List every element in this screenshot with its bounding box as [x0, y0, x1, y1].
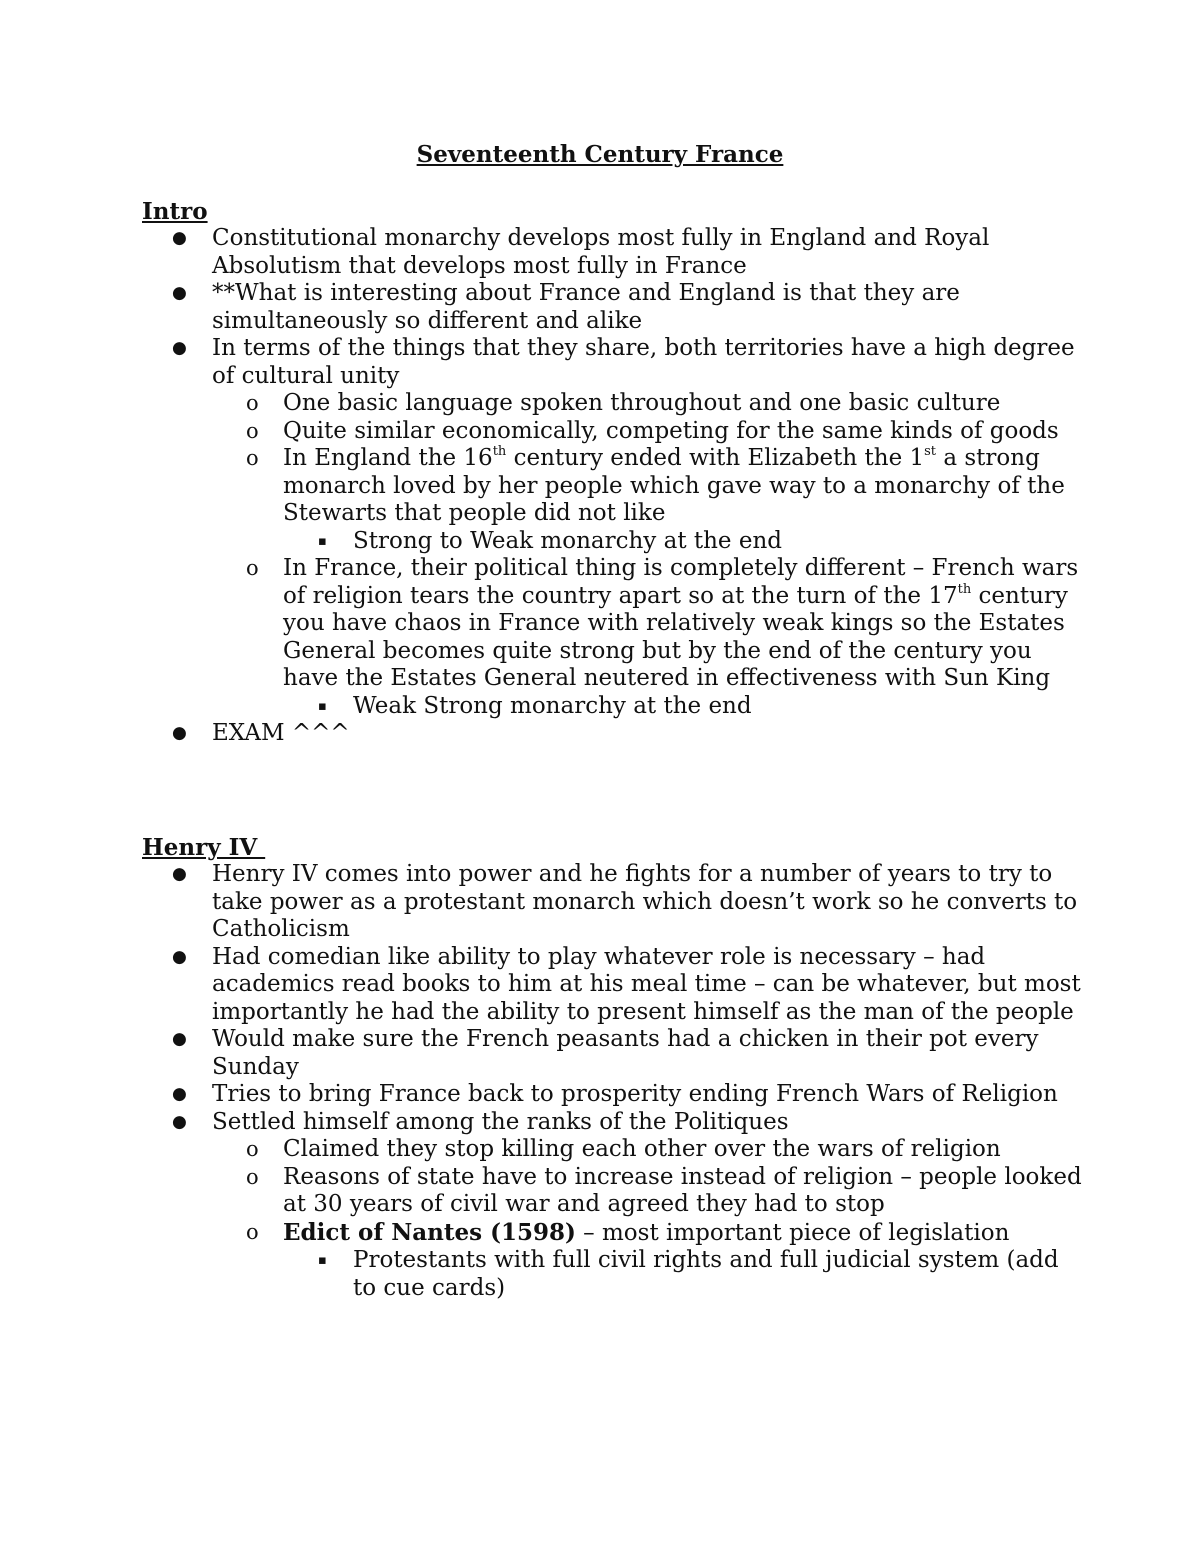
bullet-icon: ●: [172, 283, 187, 303]
circle-bullet-icon: o: [246, 446, 259, 470]
list-item: ● EXAM ^^^: [172, 720, 350, 746]
circle-bullet-icon: o: [246, 418, 259, 443]
list-item: ● Henry IV comes into power and he fights for a number of years to try to take power as a protestant monarch which doesn’t work so he converts to Catholicism: [172, 861, 1078, 942]
circle-bullet-icon: o: [246, 1137, 259, 1161]
edict-of-nantes-label: Edict of Nantes (1598): [283, 1218, 576, 1246]
bullet-icon: ●: [172, 1084, 187, 1104]
list-item: ● Constitutional monarchy develops most fully in England and Royal Absolutism that develops most fully in France: [172, 225, 990, 279]
list-item: ▪ Protestants with full civil rights and full judicial system (add to cue cards): [318, 1247, 1059, 1301]
list-item: ▪ Weak Strong monarchy at the end: [318, 692, 752, 719]
list-item: ▪ Strong to Weak monarchy at the end: [318, 527, 782, 554]
intro-list: [0, 225, 1200, 748]
bullet-icon: ●: [172, 1029, 187, 1049]
superscript: st: [924, 444, 937, 459]
bullet-icon: ●: [172, 228, 187, 248]
circle-bullet-icon: o: [246, 391, 259, 415]
list-item: o In England the 16th century ended with Elizabeth the 1st a strong monarch loved by her people which gave way to a monarchy of the Stewarts that people did not like: [246, 444, 1065, 526]
list-item: o Quite similar economically, competing for the same kinds of goods: [246, 417, 1059, 444]
square-bullet-icon: ▪: [318, 1253, 327, 1268]
list-item: ● Tries to bring France back to prosperity ending French Wars of Religion: [172, 1081, 1058, 1107]
bullet-icon: ●: [172, 864, 187, 884]
bullet-icon: ●: [172, 338, 187, 358]
list-item: o Edict of Nantes (1598) – most important piece of legislation: [246, 1218, 1010, 1246]
bullet-icon: ●: [172, 946, 187, 967]
circle-bullet-icon: o: [246, 1164, 259, 1189]
square-bullet-icon: ▪: [318, 698, 327, 714]
circle-bullet-icon: o: [246, 1219, 259, 1244]
list-item: ● Settled himself among the ranks of the Politiques: [172, 1108, 789, 1135]
list-item: o One basic language spoken throughout and one basic culture: [246, 390, 1001, 416]
section-heading-henry-iv: Henry IV: [142, 834, 266, 861]
document-title: Seventeenth Century France: [416, 141, 784, 168]
bullet-icon: ●: [172, 723, 187, 743]
superscript: th: [957, 581, 972, 597]
list-item: o Claimed they stop killing each other over the wars of religion: [246, 1136, 1001, 1162]
list-item: o Reasons of state have to increase instead of religion – people looked at 30 years of civil war and agreed they had to stop: [246, 1163, 1082, 1217]
list-item: o In France, their political thing is completely different – French wars of religion tears the country apart so at the turn of the 17th century you have chaos in France with relatively weak kings so the Estates General becomes quite strong but by the end of the century you have the Estates General neutered in effectiveness with Sun King: [246, 555, 1079, 691]
list-item: ● In terms of the things that they share, both territories have a high degree of cultural unity: [172, 335, 1075, 389]
section-heading-intro: Intro: [142, 198, 208, 225]
bullet-icon: ●: [172, 1111, 187, 1132]
superscript: th: [492, 444, 507, 459]
list-item: ● Would make sure the French peasants had a chicken in their pot every Sunday: [172, 1026, 1039, 1080]
square-bullet-icon: ▪: [318, 533, 327, 549]
henry-iv-list: [0, 861, 1200, 1302]
circle-bullet-icon: o: [246, 556, 259, 580]
list-item: ● **What is interesting about France and England is that they are simultaneously so different and alike: [172, 280, 960, 334]
list-item: ● Had comedian like ability to play whatever role is necessary – had academics read books to him at his meal time – can be whatever, but most importantly he had the ability to present himself as the man of the people: [172, 943, 1081, 1025]
